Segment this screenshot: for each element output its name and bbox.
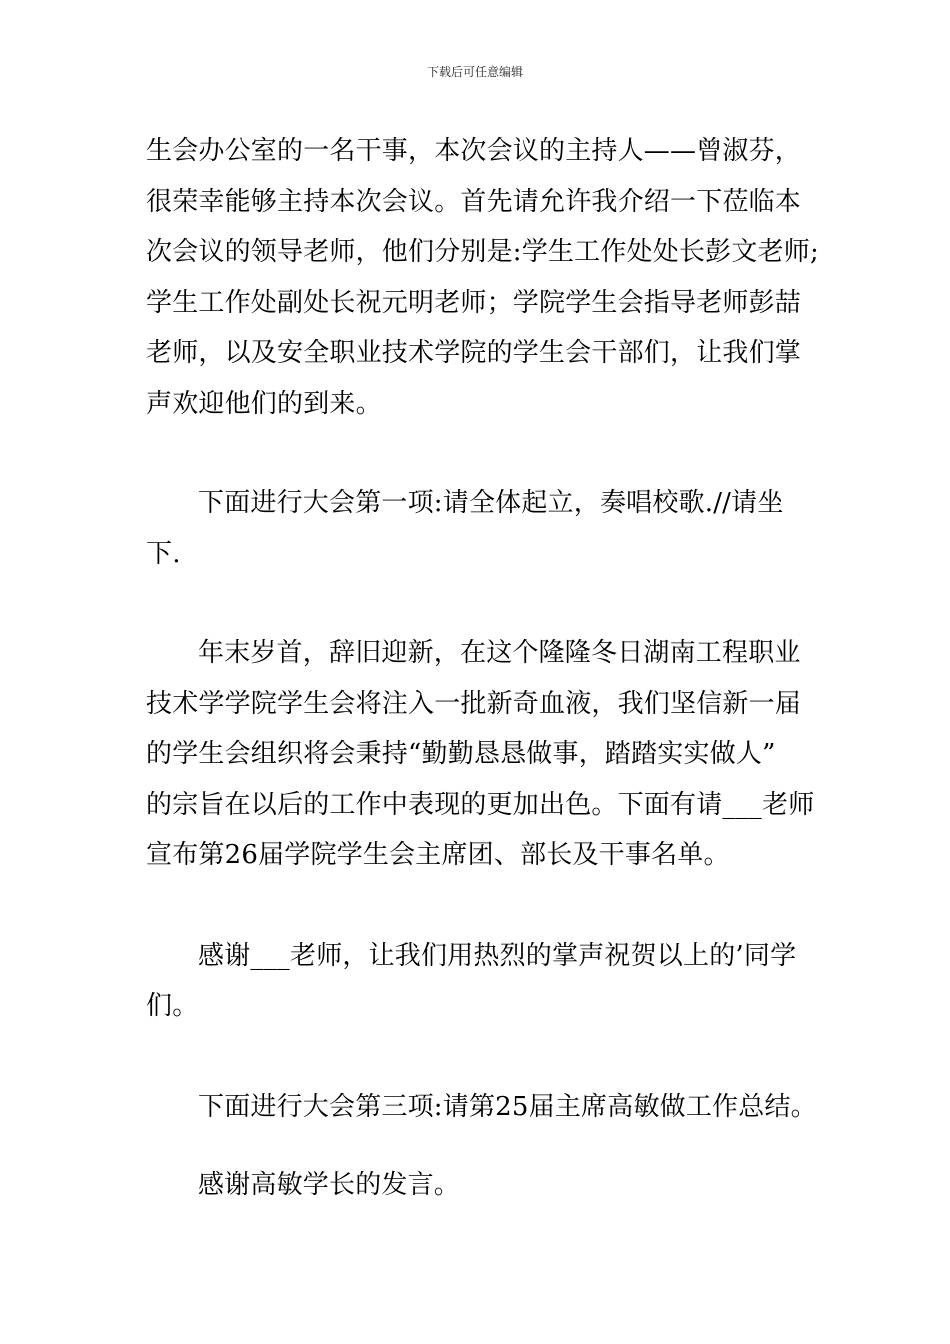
text-line: 的宗旨在以后的工作中表现的更加出色。下面有请___老师	[146, 789, 815, 820]
text-line: 感谢___老师，让我们用热烈的掌声祝贺以上的’同学	[198, 940, 797, 971]
paragraph-new-year	[146, 628, 818, 881]
text-line: 年末岁首，辞旧迎新，在这个隆隆冬日湖南工程职业	[198, 638, 801, 668]
text-line: 学生工作处副处长祝元明老师；学院学生会指导老师彭喆	[146, 287, 802, 318]
paragraph-school-song	[146, 478, 818, 579]
paragraph-third-item	[146, 1082, 818, 1133]
paragraph-thanks-teacher	[146, 931, 818, 1032]
text-line: 下.	[146, 538, 181, 569]
paragraph-thanks-speech	[146, 1160, 818, 1211]
text-line: 声欢迎他们的到来。	[146, 388, 382, 419]
text-line: 下面进行大会第三项:请第25届主席高敏做工作总结。	[198, 1091, 817, 1122]
text-line: 们。	[146, 991, 199, 1021]
text-line: 宣布第26届学院学生会主席团、部长及干事名单。	[146, 840, 730, 870]
text-line: 技术学学院学生会将注入一批新奇血液，我们坚信新一届	[146, 688, 802, 719]
text-line: 生会办公室的一名干事，本次会议的主持人——曾淑芬，	[146, 136, 802, 166]
text-line: 老师，以及安全职业技术学院的学生会干部们，让我们掌	[146, 338, 802, 368]
paragraph-intro	[146, 126, 818, 429]
text-line: 的学生会组织将会秉持“勤勤恳恳做事，踏踏实实做人”	[146, 739, 776, 769]
text-line: 感谢高敏学长的发言。	[198, 1170, 461, 1200]
text-line: 很荣幸能够主持本次会议。首先请允许我介绍一下莅临本	[146, 186, 802, 217]
document-body	[146, 126, 818, 1211]
text-line: 次会议的领导老师，他们分别是:学生工作处处长彭文老师;	[146, 237, 819, 267]
text-line: 下面进行大会第一项:请全体起立，奏唱校歌.//请坐	[198, 488, 784, 518]
page-header: 下载后可任意编辑	[426, 65, 523, 79]
